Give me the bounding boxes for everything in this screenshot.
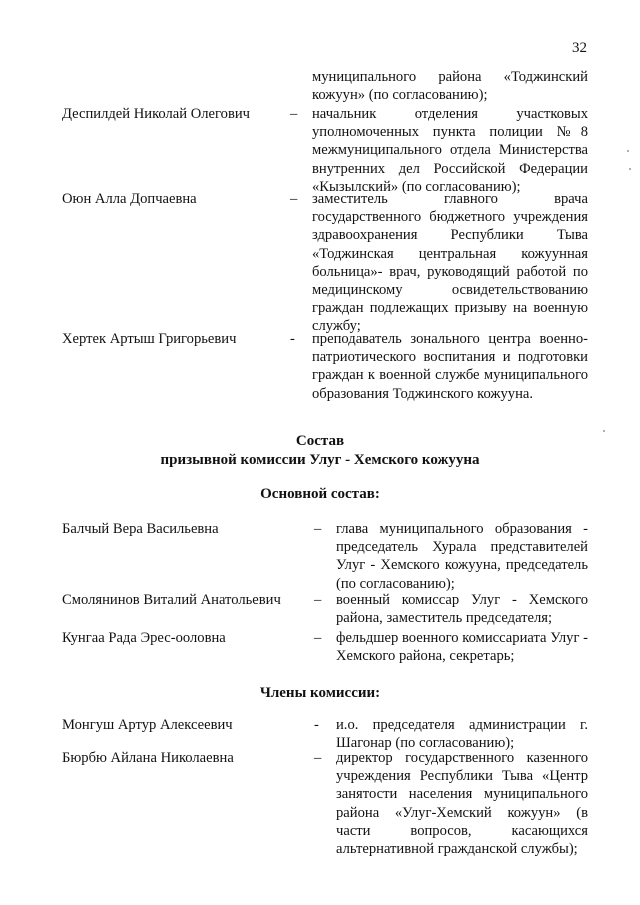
person-role: муниципального района «Тоджинский кожуун» (по согласованию); (312, 69, 588, 104)
composition-subtitle: призывной комиссии Улуг - Хемского кожууна (160, 452, 480, 468)
person-role: глава муниципального образования - председатель Хурала представителей Улуг - Хемского кожууна, председатель (по согласованию); (336, 521, 588, 592)
person-role: военный комиссар Улуг - Хемского района, заместитель председателя; (336, 592, 588, 627)
dash: – (314, 750, 322, 766)
main-composition-heading: Основной состав: (260, 486, 380, 502)
list-item (62, 330, 592, 420)
scan-speck (627, 150, 629, 152)
list-item (62, 716, 592, 752)
dash: – (314, 521, 322, 537)
list-item (62, 520, 592, 590)
list-item (62, 68, 592, 108)
person-role: директор государственного казенного учреждения Республики Тыва «Центр занятости населения муниципального района «Улуг-Хемский кожуун» (в части вопросов, касающихся альтернативной гражданской службы); (336, 750, 588, 858)
page-number: 32 (572, 40, 587, 56)
scan-speck (629, 168, 631, 170)
person-name: Оюн Алла Допчаевна (62, 191, 197, 207)
dash: - (290, 331, 295, 347)
members-heading: Члены комиссии: (259, 685, 381, 701)
list-item (62, 591, 592, 627)
dash: – (314, 592, 322, 608)
person-role: преподаватель зонального центра военно-патриотического воспитания и подготовки граждан к военной службе муниципального образования Тоджинского кожууна. (312, 331, 588, 402)
person-role: и.о. председателя администрации г. Шагонар (по согласованию); (336, 717, 588, 752)
list-item (62, 629, 592, 665)
dash: – (290, 106, 298, 122)
dash: - (314, 717, 319, 733)
list-item (62, 749, 592, 859)
composition-title: Состав (295, 433, 345, 449)
person-name: Хертек Артыш Григорьевич (62, 331, 237, 347)
list-item (62, 105, 592, 195)
scan-speck (603, 430, 605, 432)
person-name: Бюрбю Айлана Николаевна (62, 750, 234, 766)
person-name: Смолянинов Виталий Анатольевич (62, 592, 281, 608)
list-item (62, 190, 592, 335)
person-name: Монгуш Артур Алексеевич (62, 717, 233, 733)
person-name: Балчый Вера Васильевна (62, 521, 219, 537)
dash: – (314, 630, 322, 646)
person-name: Деспилдей Николай Олегович (62, 106, 250, 122)
person-role: заместитель главного врача государственного бюджетного учреждения здравоохранения Республики Тыва «Тоджинская центральная кожуунная больница»- врач, руководящий работой по медицинскому освидетельствованию граждан подлежащих призыву на военную службу; (312, 191, 588, 335)
person-role: фельдшер военного комиссариата Улуг - Хемского района, секретарь; (336, 630, 588, 665)
dash: – (290, 191, 298, 207)
person-name: Кунгаа Рада Эрес-ооловна (62, 630, 226, 646)
person-role: начальник отделения участковых уполномоченных пункта полиции №8 межмуниципального отдела Министерства внутренних дел Российской Федерации «Кызылский» (по согласованию); (312, 106, 588, 195)
